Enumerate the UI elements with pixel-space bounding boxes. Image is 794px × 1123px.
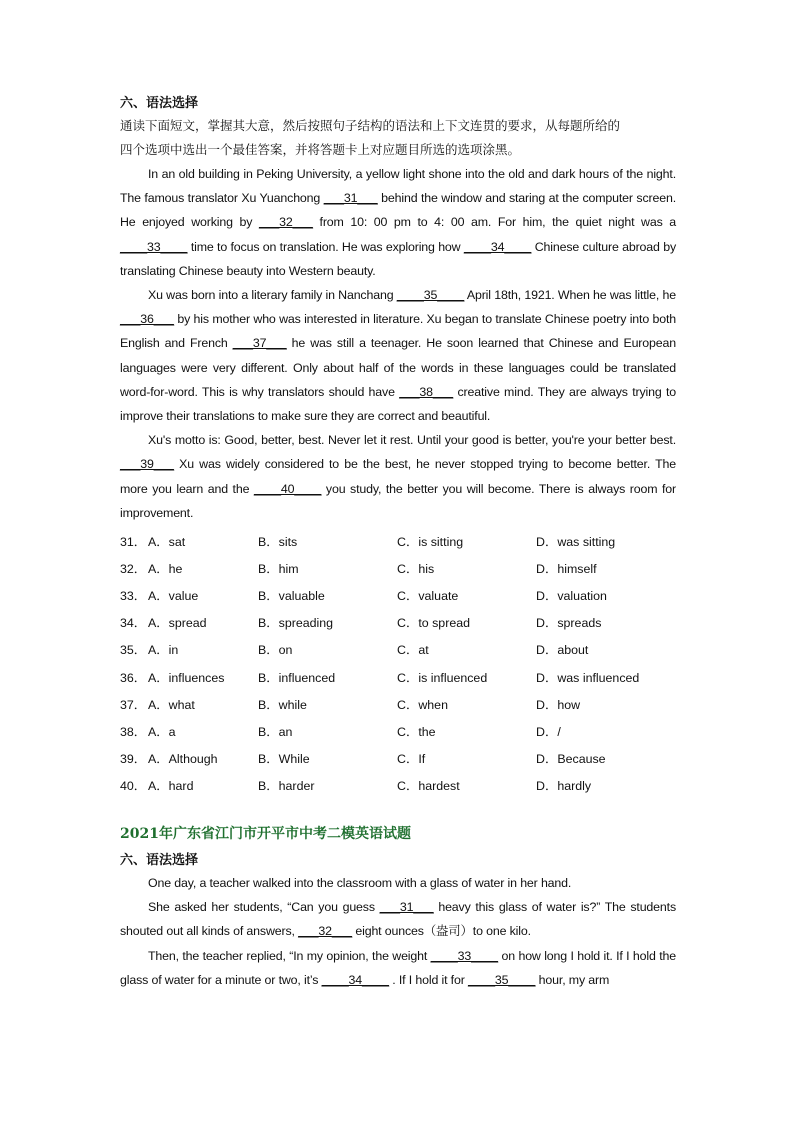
answer-blank: ____35____	[467, 972, 536, 987]
answer-blank: ___32___	[298, 924, 353, 939]
passage-text: hour, my arm	[535, 972, 610, 987]
question-number: 32．	[120, 561, 147, 576]
option-b: B．While	[258, 752, 310, 767]
option-c: C．hardest	[397, 779, 460, 794]
passage-2	[120, 871, 676, 992]
answer-blank: ____40____	[253, 481, 322, 496]
option-b: B．spreading	[258, 616, 334, 631]
passage-text: time to focus on translation. He was exploring how	[187, 239, 464, 254]
question-number: 40．	[120, 779, 147, 794]
passage-text: In an old building in Peking University, a yellow light shone into the old and dark hours of the night. The famous translator Xu Yuanchong	[120, 167, 676, 206]
answer-blank: ___31___	[379, 900, 434, 915]
question-number: 34．	[120, 616, 147, 631]
option-a: A．in	[148, 643, 179, 658]
passage-1	[120, 162, 676, 525]
passage-text: behind the window and staring at the computer screen. He enjoyed working by	[120, 191, 677, 230]
passage-text: Xu was born into a literary family in Nanchang	[148, 288, 397, 303]
question-number: 33．	[120, 589, 147, 604]
paragraph	[120, 283, 676, 428]
option-b: B．valuable	[258, 589, 325, 604]
option-d: D．spreads	[536, 616, 602, 631]
option-a: A．spread	[148, 616, 207, 631]
option-d: D．was influenced	[536, 670, 640, 685]
answer-blank: ___31___	[323, 191, 378, 206]
passage-text: Xu's motto is: Good, better, best. Never let it rest. Until your good is better, you're your better best.	[148, 433, 676, 448]
option-d: D．how	[536, 697, 581, 712]
passage-text: April 18th, 1921. When he was little, he	[464, 288, 676, 303]
question-number: 39．	[120, 752, 147, 767]
option-c: C．is influenced	[397, 670, 488, 685]
option-d: D．hardly	[536, 779, 592, 794]
option-c: C．his	[397, 561, 435, 576]
question-row	[120, 554, 676, 581]
question-row	[120, 663, 676, 690]
option-d: D．was sitting	[536, 534, 616, 549]
passage-text: She asked her students, “Can you guess	[148, 900, 380, 915]
answer-blank: ___39___	[120, 457, 174, 472]
question-number: 31．	[120, 534, 147, 549]
option-d: D．Because	[536, 752, 606, 767]
answer-blank: ___38___	[399, 384, 454, 399]
instructions-line-2: 四个选项中选出一个最佳答案，并将答题卡上对应题目所选的选项涂黑。	[120, 142, 521, 157]
question-row	[120, 581, 676, 608]
option-c: C．is sitting	[397, 534, 464, 549]
question-row	[120, 636, 676, 663]
answer-blank: ____34____	[463, 239, 532, 254]
option-a: A．sat	[148, 534, 186, 549]
option-c: C．If	[397, 752, 426, 767]
answer-blank: ____33____	[430, 948, 499, 963]
section-heading-2: 六、语法选择	[120, 852, 199, 868]
page-content	[120, 94, 676, 992]
paragraph	[120, 871, 676, 895]
option-d: D．/	[536, 724, 561, 739]
passage-text: Xu was widely considered to be the best, he never stopped trying to become better. The more you learn and the	[120, 457, 676, 496]
option-a: A．value	[148, 589, 199, 604]
paragraph	[120, 944, 676, 992]
question-row	[120, 772, 676, 799]
option-b: B．him	[258, 561, 299, 576]
question-number: 37．	[120, 697, 147, 712]
section-heading: 六、语法选择	[120, 96, 199, 111]
answer-blank: ____33____	[120, 239, 188, 254]
passage-text: heavy this glass of water is?” The students shouted out all kinds of answers,	[120, 900, 676, 939]
passage-text: you study, the better you will become. There is always room for improvement.	[120, 481, 676, 520]
question-number: 35．	[120, 643, 147, 658]
option-c: C．to spread	[397, 616, 471, 631]
option-b: B．sits	[258, 534, 298, 549]
option-a: A．hard	[148, 779, 194, 794]
question-row	[120, 717, 676, 744]
option-d: D．about	[536, 643, 589, 658]
answer-blank: ____34____	[321, 972, 390, 987]
question-number: 36．	[120, 670, 147, 685]
passage-text: eight ounces（盎司）to one kilo.	[352, 924, 531, 939]
exam-title: 2021年广东省江门市开平市中考二模英语试题	[120, 825, 411, 842]
answer-blank: ____35____	[396, 288, 465, 303]
answer-blank: ___36___	[120, 312, 174, 327]
paragraph	[120, 428, 676, 525]
option-a: A．he	[148, 561, 183, 576]
options-list	[120, 527, 676, 799]
paragraph	[120, 162, 676, 283]
option-b: B．influenced	[258, 670, 336, 685]
passage-text: . If I hold it for	[389, 972, 468, 987]
option-a: A．a	[148, 724, 176, 739]
option-d: D．himself	[536, 561, 597, 576]
paragraph	[120, 895, 676, 943]
question-row	[120, 527, 676, 554]
question-row	[120, 609, 676, 636]
option-c: C．when	[397, 697, 448, 712]
instructions-line-1: 通读下面短文，掌握其大意，然后按照句子结构的语法和上下文连贯的要求，从每题所给的	[120, 118, 621, 133]
passage-text: by his mother who was interested in literature. Xu began to translate Chinese poetry into both English and French	[120, 312, 676, 351]
passage-text: One day, a teacher walked into the classroom with a glass of water in her hand.	[148, 875, 572, 890]
passage-text: Then, the teacher replied, “In my opinion, the weight	[148, 948, 431, 963]
answer-blank: ___32___	[258, 215, 313, 230]
option-b: B．harder	[258, 779, 315, 794]
option-a: A．Although	[148, 752, 218, 767]
answer-blank: ___37___	[232, 336, 287, 351]
option-c: C．at	[397, 643, 429, 658]
passage-text: on how long I hold it. If I hold the glass of water for a minute or two, it’s	[120, 948, 676, 987]
option-b: B．an	[258, 724, 293, 739]
passage-text: creative mind. They are always trying to improve their translations to make sure they are correct and beautiful.	[120, 384, 676, 424]
option-b: B．on	[258, 643, 293, 658]
option-c: C．the	[397, 724, 436, 739]
passage-text: Chinese culture abroad by translating Chinese beauty into Western beauty.	[120, 239, 676, 278]
passage-text: he was still a teenager. He soon learned that Chinese and European languages were very different. Only about half of the words in these languages could be translated word-for-word. This is why translators should have	[120, 336, 676, 399]
question-row	[120, 690, 676, 717]
option-b: B．while	[258, 697, 307, 712]
passage-text: from 10: 00 pm to 4: 00 am. For him, the quiet night was a	[312, 215, 677, 230]
option-c: C．valuate	[397, 589, 459, 604]
option-a: A．influences	[148, 670, 225, 685]
question-row	[120, 745, 676, 772]
question-number: 38．	[120, 724, 147, 739]
option-a: A．what	[148, 697, 195, 712]
option-d: D．valuation	[536, 589, 607, 604]
